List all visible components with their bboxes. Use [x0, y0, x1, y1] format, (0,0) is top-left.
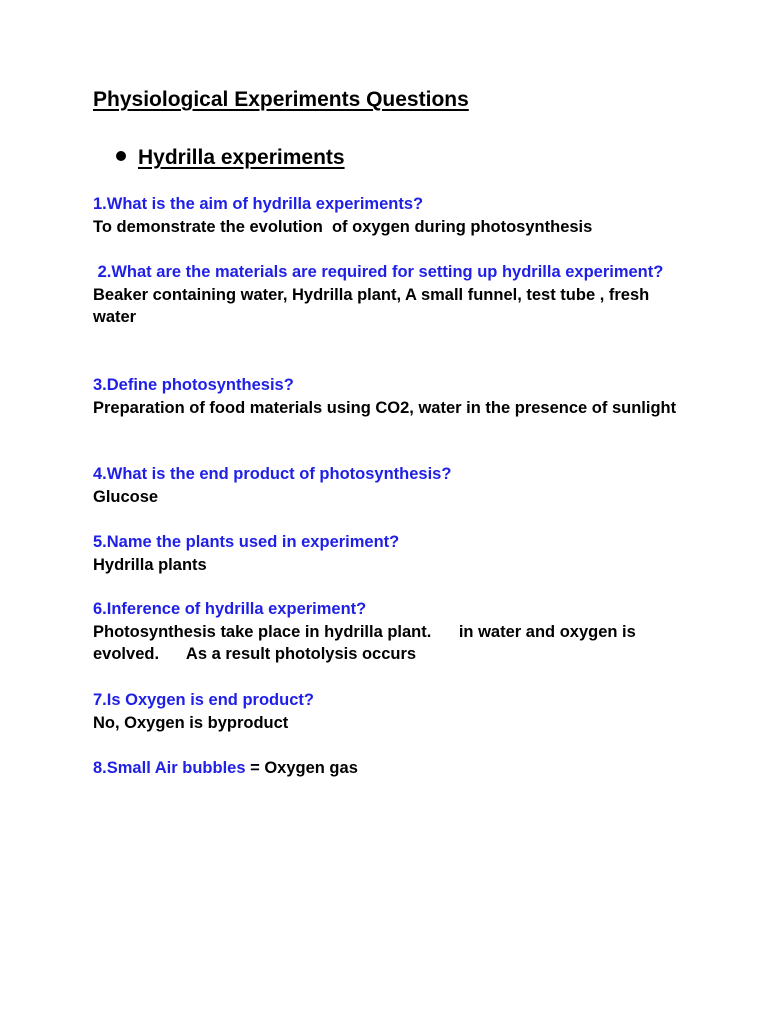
- answer-text: Glucose: [93, 487, 159, 506]
- question-text: 1.What is the aim of hydrilla experiments?: [93, 195, 424, 213]
- answer-text: No, Oxygen is byproduct: [93, 713, 289, 732]
- question-text: 7.Is Oxygen is end product?: [93, 691, 314, 709]
- answer-text: Beaker containing water, Hydrilla plant, A small funnel, test tube , fresh water: [93, 285, 654, 326]
- answer-text: Photosynthesis take place in hydrilla plant. in water and oxygen is evolved. As a result photolysis occurs: [93, 622, 641, 663]
- qa-item-8: [93, 757, 683, 780]
- qa-item-7: [93, 689, 683, 734]
- qa-item-6: [93, 598, 683, 666]
- answer-text: Oxygen gas: [264, 759, 358, 777]
- question-text: 3.Define photosynthesis?: [93, 376, 294, 394]
- section-bullet: [116, 144, 345, 172]
- question-label: 8.Small Air bubbles: [93, 759, 246, 777]
- answer-text: To demonstrate the evolution of oxygen during photosynthesis: [93, 217, 593, 236]
- question-text: 6.Inference of hydrilla experiment?: [93, 600, 367, 618]
- question-text: 2.What are the materials are required for setting up hydrilla experiment?: [93, 263, 664, 281]
- qa-item-2: [93, 261, 683, 329]
- qa-item-1: [93, 193, 683, 238]
- qa-item-4: [93, 463, 683, 508]
- bullet-icon: [116, 151, 126, 161]
- answer-text: Hydrilla plants: [93, 555, 207, 574]
- section-heading: Hydrilla experiments: [138, 146, 345, 169]
- question-text: 5.Name the plants used in experiment?: [93, 533, 400, 551]
- question-text: 4.What is the end product of photosynthesis?: [93, 465, 452, 483]
- answer-text: Preparation of food materials using CO2, water in the presence of sunlight: [93, 398, 677, 417]
- qa-item-3: [93, 374, 683, 419]
- equals-sign: =: [245, 759, 265, 777]
- qa-item-5: [93, 531, 683, 576]
- page-title: Physiological Experiments Questions: [93, 88, 469, 111]
